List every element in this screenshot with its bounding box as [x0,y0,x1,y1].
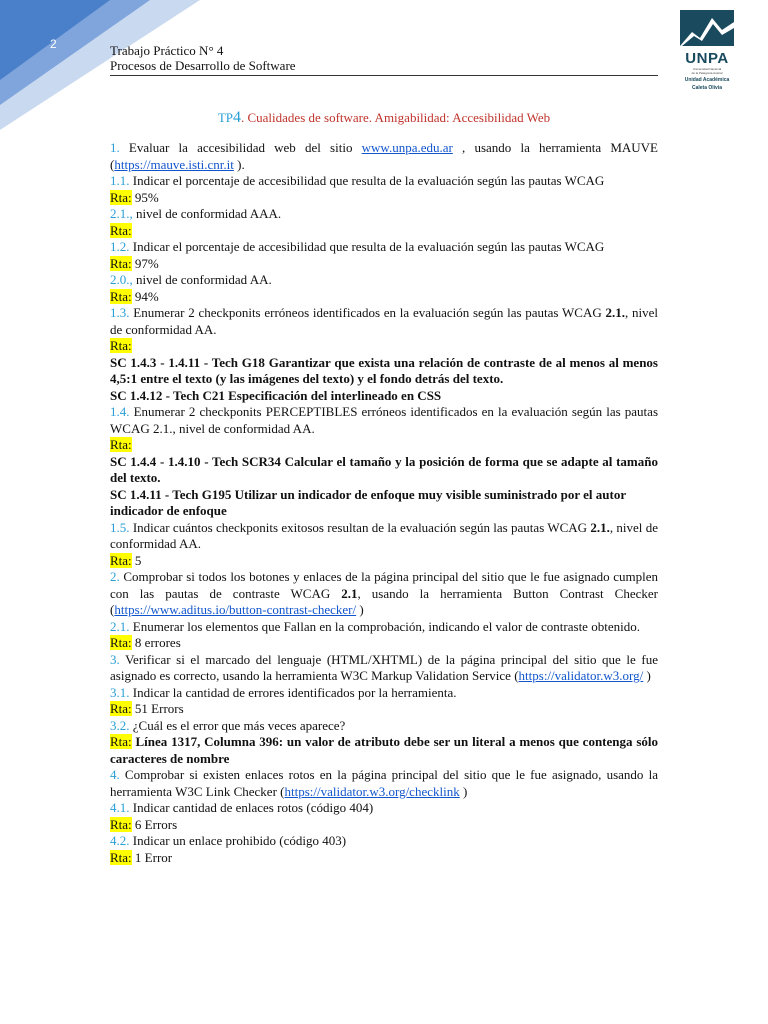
header-divider [110,75,658,76]
answer-2-1: Rta: 8 errores [110,635,181,650]
answer-4-1: Rta: 6 Errors [110,816,178,832]
answer-1-3-line-2: SC 1.4.12 - Tech C21 Especificación del interlineado en CSS [110,387,442,403]
logo-name: UNPA [685,50,729,67]
document-body [110,140,658,866]
answer-empty-1: Rta: [110,222,132,238]
mountain-icon [676,8,738,46]
question-2-1: 2.1. Enumerar los elementos que Fallan en la comprobación, indicando el valor de contraste obtenido. [110,618,640,634]
question-2-0: 2.0., nivel de conformidad AA. [110,272,272,287]
header-line-2: Procesos de Desarrollo de Software [110,58,296,73]
answer-1-1: Rta: 95% [110,189,159,205]
answer-3-1: Rta: 51 Errors [110,701,184,716]
answer-1-4-label: Rta: [110,437,132,452]
logo-unit-2: Caleta Olivia [691,85,722,91]
link-unpa[interactable]: www.unpa.edu.ar [361,140,453,155]
link-w3c-link-checker[interactable]: https://validator.w3.org/checklink [284,783,460,799]
document-header [110,43,296,73]
question-1-2: 1.2. Indicar el porcentaje de accesibilidad que resulta de la evaluación según las pautas WCAG [110,239,605,254]
page-title: TP4. Cualidades de software. Amigabilidad: Accesibilidad Web [217,109,551,126]
question-2-1a: 2.1., nivel de conformidad AAA. [110,206,282,221]
question-2: 2. Comprobar si todos los botones y enlaces de la página principal del sitio que le fue asignado cumplen con las pautas de contraste WCAG 2.1, usando la herramienta Button Contrast Checker (https://www.aditus.io/button-contrast-checker/ ) [110,569,658,617]
answer-1-5: Rta: 5 [110,552,142,568]
logo-sub-2: de la Patagonia Austral [691,71,723,75]
logo-sub-1: Universidad Nacional [692,67,722,71]
link-button-contrast-checker[interactable]: https://www.aditus.io/button-contrast-checker/ [114,602,357,617]
link-w3c-validator[interactable]: https://validator.w3.org/ [518,668,644,683]
answer-2-0: Rta: 94% [110,288,159,304]
question-1-5: 1.5. Indicar cuántos checkponits exitosos resultan de la evaluación según las pautas WCAG 2.1., nivel de conformidad AA. [110,519,658,551]
answer-1-4-line-1: SC 1.4.4 - 1.4.10 - Tech SCR34 Calcular el tamaño y la posición de forma que se adapte al tamaño del texto. [110,453,658,485]
question-4: 4. Comprobar si existen enlaces rotos en la página principal del sitio que le fue asignado, usando la herramienta W3C Link Checker (https://validator.w3.org/checklink ) [110,767,658,799]
unpa-logo [676,8,738,91]
logo-unit-1: Unidad Académica [684,77,730,83]
answer-1-4-line-2: SC 1.4.11 - Tech G195 Utilizar un indicador de enfoque muy visible suministrado por el autor [110,486,627,502]
question-4-2: 4.2. Indicar un enlace prohibido (código 403) [110,833,347,848]
answer-1-2: Rta: 97% [110,255,159,271]
answer-1-3-label: Rta: [110,338,132,353]
question-1-4: 1.4. Enumerar 2 checkponits PERCEPTIBLES erróneos identificados en la evaluación según las pautas WCAG 2.1., nivel de conformidad AA. [110,404,658,436]
question-1-1: 1.1. Indicar el porcentaje de accesibilidad que resulta de la evaluación según las pautas WCAG [110,173,605,188]
question-3-2: 3.2. ¿Cuál es el error que más veces aparece? [110,717,346,733]
question-1-3: 1.3. Enumerar 2 checkponits erróneos identificados en la evaluación según las pautas WCAG 2.1., nivel de conformidad AA. [110,305,658,337]
answer-1-3-line-1: SC 1.4.3 - 1.4.11 - Tech G18 Garantizar que exista una relación de contraste de al menos al menos 4,5:1 entre el texto (y las imágenes del texto) y el fondo detrás del texto. [110,354,658,386]
answer-4-2: Rta: 1 Error [110,849,173,865]
page-number: 2 [50,37,57,51]
answer-1-4-line-3: indicador de enfoque [110,503,227,518]
question-1: 1. Evaluar la accesibilidad web del sitio www.unpa.edu.ar , usando la herramienta MAUVE (https://mauve.isti.cnr.it ). [110,140,658,172]
link-mauve[interactable]: https://mauve.isti.cnr.it [114,156,234,172]
question-3-1: 3.1. Indicar la cantidad de errores identificados por la herramienta. [110,684,457,700]
answer-3-2: Rta: Línea 1317, Columna 396: un valor de atributo debe ser un literal a menos que contenga sólo caracteres de nombre [110,734,658,766]
header-line-1: Trabajo Práctico N° 4 [110,43,224,58]
question-3: 3. Verificar si el marcado del lenguaje (HTML/XHTML) de la página principal del sitio que le fue asignado es correcto, usando la herramienta W3C Markup Validation Service (https://validator.w3.org/ ) [110,651,658,683]
question-4-1: 4.1. Indicar cantidad de enlaces rotos (código 404) [110,800,374,815]
